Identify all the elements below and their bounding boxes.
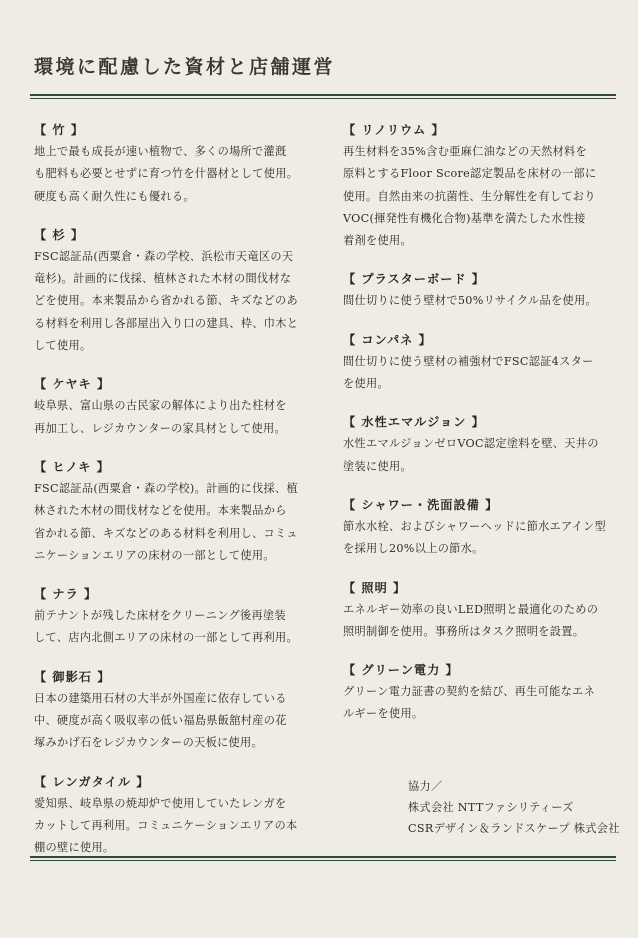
credit-label: 協力／ (408, 780, 443, 793)
description-line: 省かれる節、キズなどのある材料を利用し、コミュ (34, 526, 298, 540)
material-description (343, 290, 619, 312)
description-line: 使用。自然由来の抗菌性、生分解性を有しており (343, 189, 596, 203)
description-line: る材料を利用し各部屋出入り口の建具、枠、巾木と (34, 316, 299, 330)
description-line: ルギーを使用。 (343, 707, 424, 721)
description-line: 照明制御を使用。事務所はタスク照明を設置。 (343, 624, 585, 638)
material-description (34, 478, 316, 567)
credit-block (408, 776, 620, 839)
description-line: 再生材料を35%含む亜麻仁油などの天然材料を (343, 145, 588, 158)
description-line: を使用。 (343, 377, 389, 391)
material-heading: 【 杉 】 (34, 227, 85, 242)
description-line: 竜杉)。計画的に伐採、植林された木材の間伐材な (34, 272, 292, 286)
material-description (343, 681, 619, 726)
description-line: 間仕切りに使う壁材の補強材でFSC認証4スター (343, 354, 594, 368)
material-description (343, 351, 619, 396)
description-line: 節水水栓、およびシャワーヘッドに節水エアイン型 (343, 519, 606, 533)
material-heading: 【 ケヤキ 】 (34, 377, 111, 392)
description-line: 塗装に使用。 (343, 459, 412, 473)
page-title: 環境に配慮した資材と店舗運営 (34, 56, 336, 78)
material-section (343, 122, 619, 252)
description-line: して使用。 (34, 339, 92, 353)
description-line: 原料とするFloor Score認定製品を床材の一部に (343, 167, 597, 181)
material-description (34, 605, 316, 650)
material-section (343, 332, 619, 396)
description-line: 林された木材の間伐材などを使用。本来製品から (34, 504, 287, 518)
material-heading: 【 ナラ 】 (34, 587, 98, 602)
description-line: FSC認証品(西粟倉・森の学校)。計画的に伐採、植 (34, 481, 298, 495)
description-line: 前テナントが残した床材をクリーニング後再塗装 (34, 609, 286, 623)
material-section (343, 271, 619, 312)
material-section (34, 774, 316, 860)
description-line: ニケーションエリアの床材の一部として使用。 (34, 548, 275, 562)
material-description (34, 688, 316, 755)
footer-rule-thin (30, 860, 616, 861)
material-heading: 【 プラスターボード 】 (343, 272, 485, 287)
material-section (34, 227, 316, 357)
description-line: 塚みかげ石をレジカウンターの天板に使用。 (34, 736, 264, 750)
material-description (343, 599, 619, 644)
description-line: 再加工し、レジカウンターの家具材として使用。 (34, 421, 286, 435)
right-column (343, 122, 619, 745)
material-heading: 【 照明 】 (343, 580, 407, 595)
material-section (34, 586, 316, 650)
description-line: 愛知県、岐阜県の焼却炉で使用していたレンガを (34, 796, 287, 810)
material-section (343, 580, 619, 644)
description-line: 中、硬度が高く吸収率の低い福島県飯舘村産の花 (34, 714, 287, 728)
description-line: 水性エマルジョンゼロVOC認定塗料を壁、天井の (343, 437, 599, 451)
description-line: も肥料も必要とせずに育つ竹を什器材として使用。 (34, 167, 299, 181)
material-section (34, 669, 316, 755)
description-line: 地上で最も成長が速い植物で、多くの場所で灌漑 (34, 145, 287, 158)
description-line: 日本の建築用石材の大半が外国産に依存している (34, 691, 287, 705)
material-heading: 【 シャワー・洗面設備 】 (343, 497, 499, 512)
description-line: FSC認証品(西粟倉・森の学校、浜松市天竜区の天 (34, 249, 294, 263)
material-heading: 【 ヒノキ 】 (34, 459, 110, 474)
left-column (34, 122, 316, 879)
material-section (343, 414, 619, 478)
material-description (343, 433, 619, 478)
material-description (34, 246, 316, 357)
title-rule-thick (30, 94, 616, 96)
title-rule-thin (30, 98, 616, 99)
description-line: カットして再利用。コミュニケーションエリアの本 (34, 818, 298, 832)
description-line: グリーン電力証書の契約を結び、再生可能なエネ (343, 685, 596, 699)
material-description (34, 141, 316, 208)
material-section (34, 459, 316, 567)
description-line: エネルギー効率の良いLED照明と最適化のための (343, 602, 599, 616)
material-heading: 【 御影石 】 (34, 669, 111, 684)
material-heading: 【 グリーン電力 】 (343, 663, 459, 678)
description-line: して、店内北側エリアの床材の一部として再利用。 (34, 631, 298, 645)
material-heading: 【 レンガタイル 】 (34, 774, 150, 789)
description-line: を採用し20%以上の節水。 (343, 542, 484, 556)
material-description (343, 516, 619, 561)
description-line: 着剤を使用。 (343, 234, 412, 248)
material-heading: 【 コンパネ 】 (343, 332, 432, 347)
material-description (343, 141, 619, 252)
description-line: VOC(揮発性有機化合物)基準を満たした水性接 (343, 211, 586, 225)
material-section (34, 122, 316, 208)
material-heading: 【 竹 】 (34, 123, 85, 137)
footer-rule-thick (30, 856, 616, 858)
description-line: 硬度も高く耐久性にも優れる。 (34, 189, 195, 203)
description-line: 間仕切りに使う壁材で50%リサイクル品を使用。 (343, 294, 597, 308)
material-section (343, 497, 619, 561)
material-description (34, 395, 316, 440)
credit-org-ntt: 株式会社 NTTファシリティーズ (408, 801, 574, 814)
description-line: どを使用。本来製品から省かれる節、キズなどのあ (34, 294, 298, 308)
material-heading: 【 リノリウム 】 (343, 123, 445, 137)
material-heading: 【 水性エマルジョン 】 (343, 415, 485, 430)
credit-org-csr: CSRデザイン＆ランドスケープ 株式会社 (408, 822, 620, 835)
material-description (34, 793, 316, 860)
description-line: 岐阜県、富山県の古民家の解体により出た柱材を (34, 399, 287, 413)
material-section (343, 662, 619, 726)
description-line: 棚の壁に使用。 (34, 841, 115, 855)
material-section (34, 376, 316, 440)
